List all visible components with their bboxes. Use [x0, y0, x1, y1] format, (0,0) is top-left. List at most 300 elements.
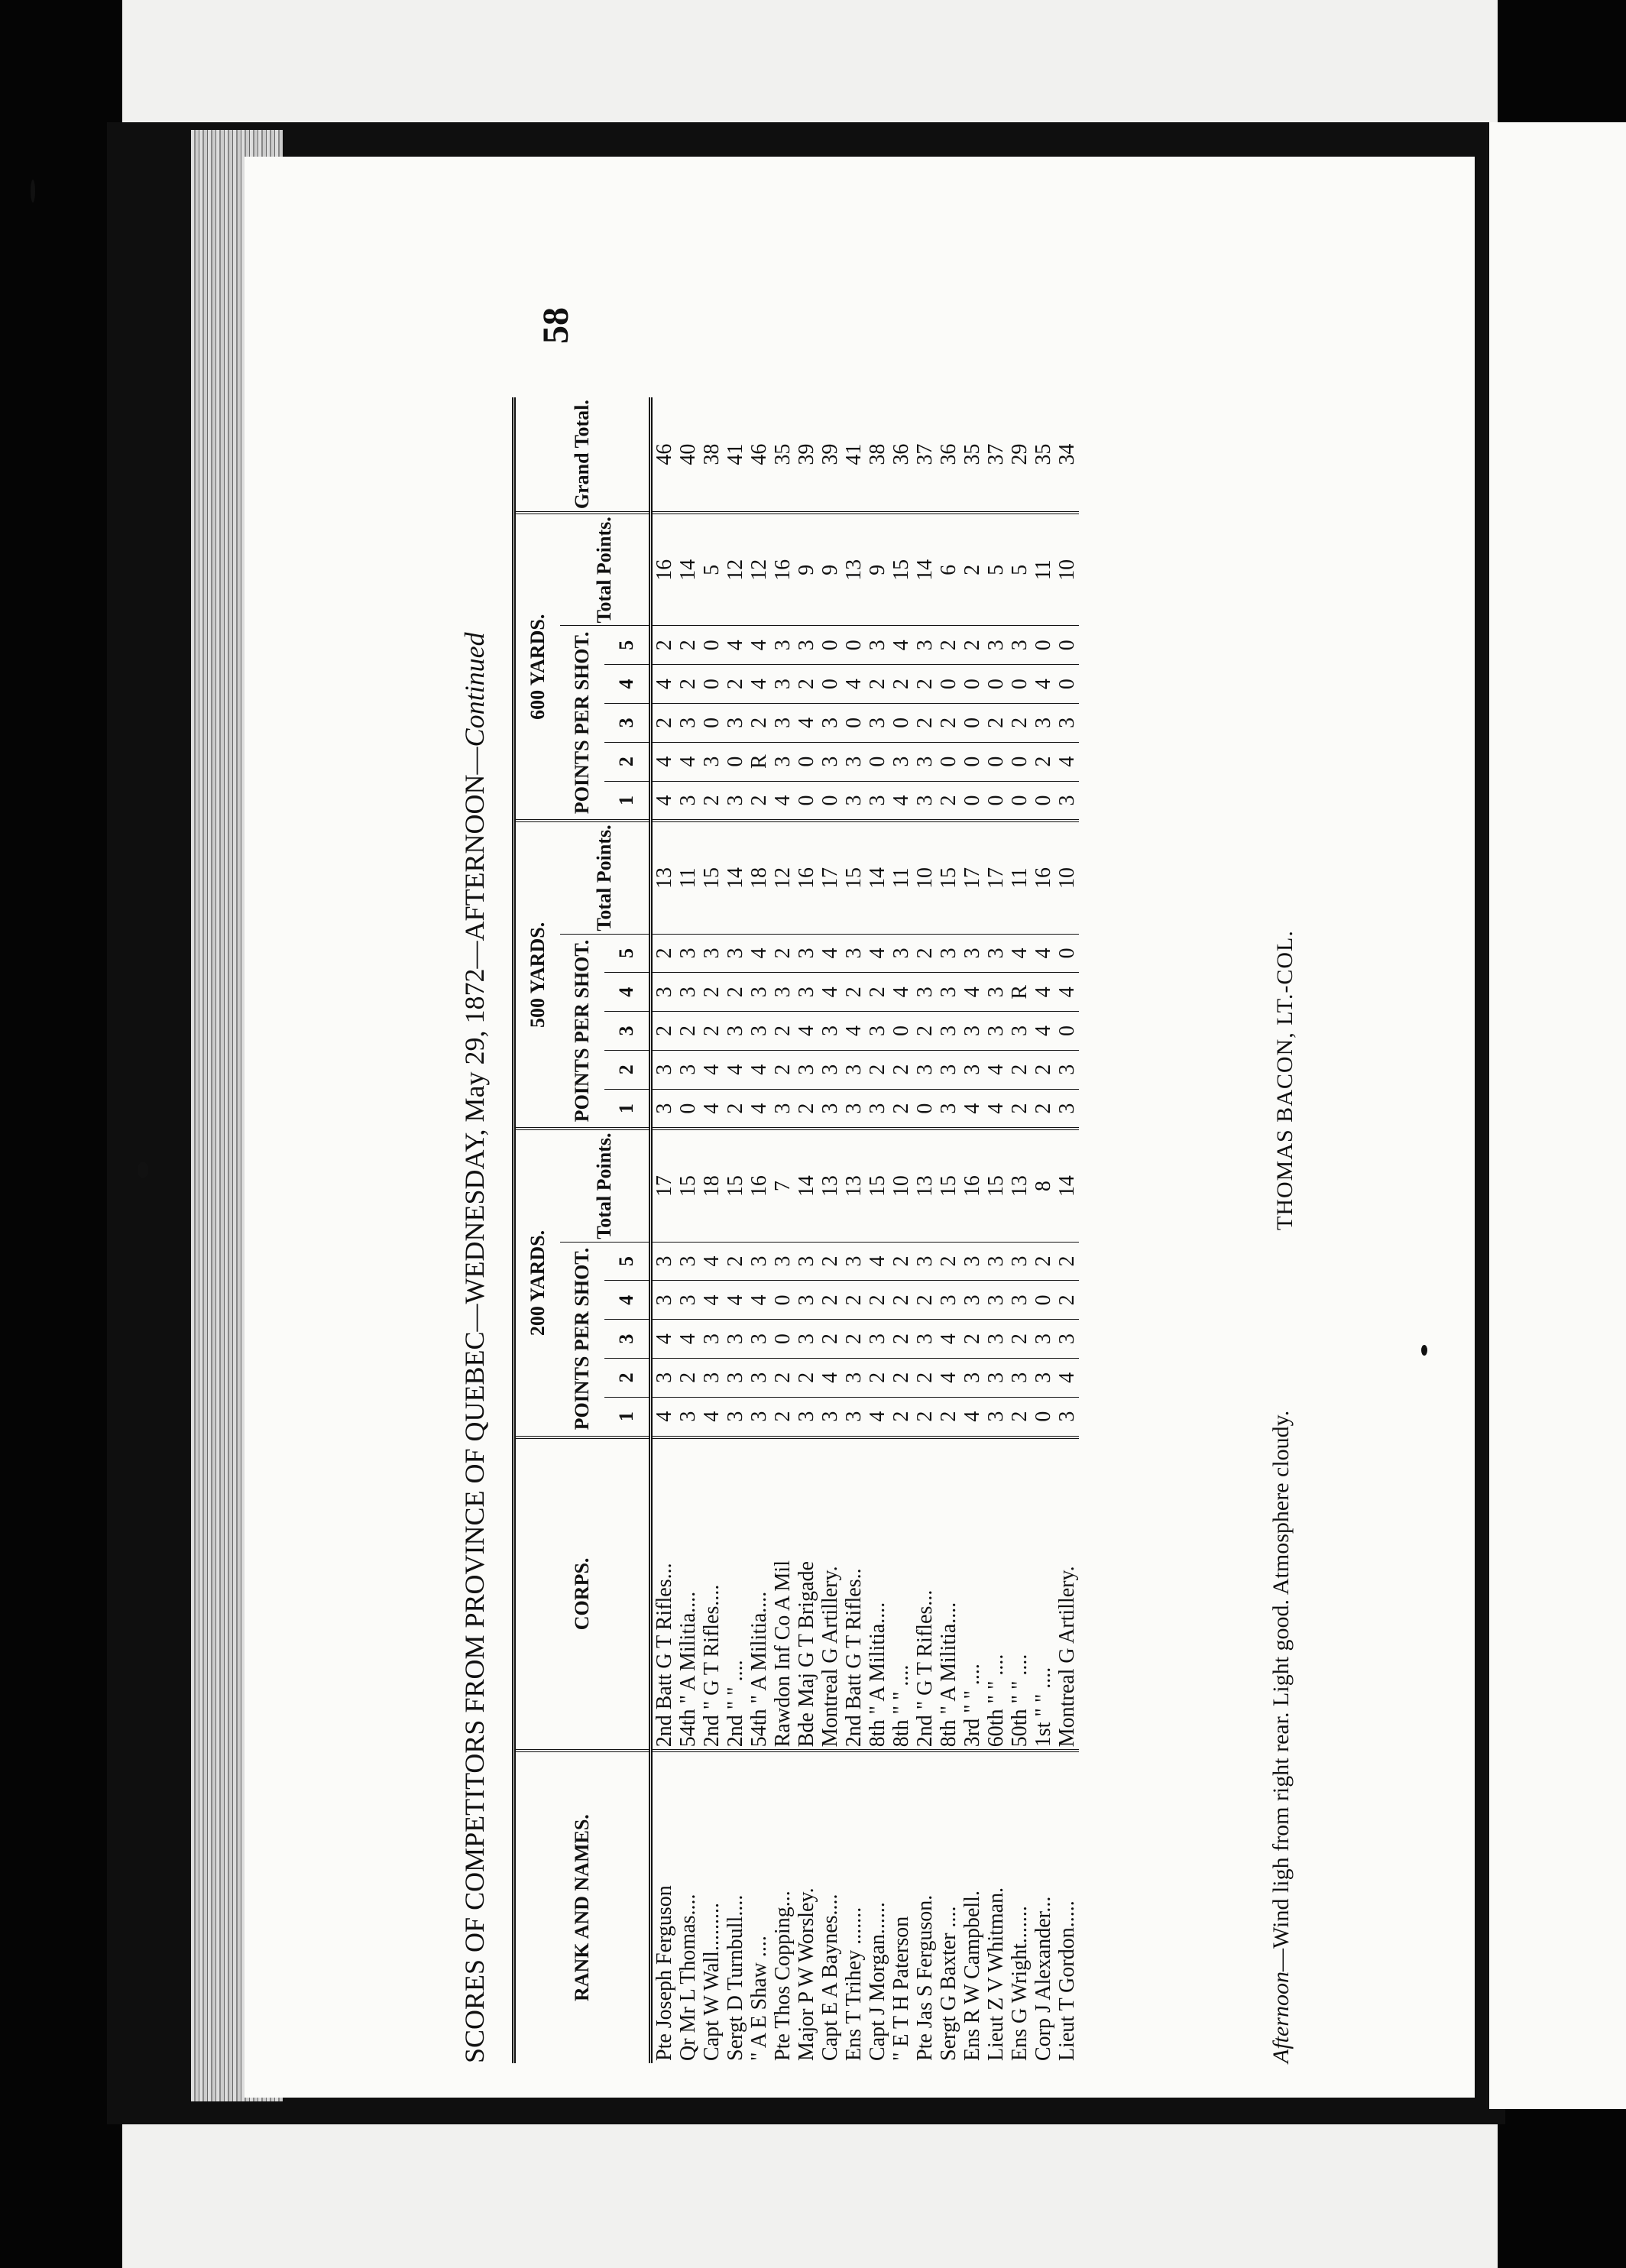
- total-points-cell: 10: [913, 821, 937, 934]
- shot-score: 0: [724, 742, 747, 781]
- corps-cell: 8th " A Militia....: [937, 1437, 960, 1751]
- shot-score: 2: [818, 1320, 842, 1359]
- table-row: [1032, 397, 1055, 2063]
- shot-score: 0: [1032, 1281, 1055, 1320]
- grand-total-cell: 38: [700, 397, 724, 513]
- shot-score: 0: [937, 742, 960, 781]
- shot-score: 4: [651, 665, 677, 704]
- shot-score: 3: [913, 1242, 937, 1281]
- shot-score: 3: [984, 1012, 1008, 1051]
- table-row: [676, 397, 700, 2063]
- total-points-cell: 9: [818, 513, 842, 626]
- shot-score: 0: [795, 742, 818, 781]
- total-points-cell: 18: [747, 821, 771, 934]
- competitor-name: Capt E A Baynes....: [818, 1894, 842, 2061]
- shot-score: 0: [937, 665, 960, 704]
- shot-score: 3: [960, 934, 984, 973]
- shot-score: 3: [795, 1320, 818, 1359]
- header-points-per-shot: POINTS PER SHOT.: [560, 934, 604, 1129]
- shot-score: 2: [1032, 742, 1055, 781]
- ink-speck: [138, 1162, 148, 1178]
- shot-score: 4: [700, 1281, 724, 1320]
- shot-score: 4: [747, 934, 771, 973]
- shot-score: R: [1008, 973, 1032, 1012]
- shot-score: 2: [724, 1089, 747, 1129]
- shot-score: 0: [842, 626, 866, 665]
- shot-score: 4: [1055, 742, 1079, 781]
- table-row: [842, 397, 866, 2063]
- shot-header: 1: [604, 781, 651, 821]
- total-points-cell: 17: [960, 821, 984, 934]
- total-points-cell: 9: [795, 513, 818, 626]
- shot-score: 3: [724, 1012, 747, 1051]
- shot-score: 4: [724, 1281, 747, 1320]
- shot-score: 3: [676, 1050, 700, 1089]
- shot-score: 2: [818, 1281, 842, 1320]
- shot-score: 0: [818, 665, 842, 704]
- shot-score: 3: [747, 1359, 771, 1398]
- shot-score: 4: [1032, 1012, 1055, 1051]
- shot-score: 3: [1055, 781, 1079, 821]
- corps-cell: 1st " " ....: [1032, 1437, 1055, 1751]
- shot-score: 3: [1032, 1320, 1055, 1359]
- competitor-name: Ens R W Campbell.: [960, 1891, 984, 2061]
- shot-score: 0: [818, 626, 842, 665]
- shot-score: 4: [700, 1397, 724, 1437]
- total-points-cell: 5: [700, 513, 724, 626]
- shot-score: 2: [651, 934, 677, 973]
- shot-score: 2: [795, 665, 818, 704]
- shot-score: 3: [866, 781, 889, 821]
- total-points-cell: 5: [984, 513, 1008, 626]
- shot-score: 2: [889, 1397, 913, 1437]
- shot-score: 0: [676, 1089, 700, 1129]
- shot-score: 0: [1008, 781, 1032, 821]
- shot-score: 2: [651, 1012, 677, 1051]
- scan-border-left: [0, 0, 122, 2268]
- shot-score: 2: [747, 703, 771, 742]
- total-points-cell: 16: [960, 1129, 984, 1242]
- corps-cell: Montreal G Artillery.: [818, 1437, 842, 1751]
- competitor-name: Pte Thos Copping...: [771, 1891, 795, 2061]
- total-points-cell: 9: [866, 513, 889, 626]
- shot-score: 3: [960, 1242, 984, 1281]
- shot-score: 2: [913, 1281, 937, 1320]
- header-points-per-shot: POINTS PER SHOT.: [560, 626, 604, 821]
- corps-cell: 2nd " G T Rifles...: [913, 1437, 937, 1751]
- shot-score: 2: [1008, 703, 1032, 742]
- shot-score: 4: [747, 1281, 771, 1320]
- shot-score: 2: [937, 1397, 960, 1437]
- shot-header: 1: [604, 1089, 651, 1129]
- shot-score: 3: [842, 1050, 866, 1089]
- total-points-cell: 14: [676, 513, 700, 626]
- shot-score: 3: [960, 1012, 984, 1051]
- competitor-name: Lieut T Gordon.....: [1055, 1900, 1079, 2061]
- shot-score: 4: [866, 1242, 889, 1281]
- shot-score: 4: [889, 781, 913, 821]
- shot-score: 3: [984, 973, 1008, 1012]
- grand-total-cell: 35: [771, 397, 795, 513]
- shot-score: 2: [700, 1012, 724, 1051]
- shot-score: 2: [771, 1359, 795, 1398]
- shot-score: 0: [795, 781, 818, 821]
- shot-header: 4: [604, 973, 651, 1012]
- corps-cell: 50th " " ....: [1008, 1437, 1032, 1751]
- shot-score: 3: [1032, 1359, 1055, 1398]
- total-points-cell: 11: [1032, 513, 1055, 626]
- shot-score: 4: [747, 1050, 771, 1089]
- shot-score: 4: [984, 1050, 1008, 1089]
- shot-score: 3: [771, 703, 795, 742]
- header-500-yards: 500 YARDS.: [514, 821, 561, 1129]
- shot-score: 2: [866, 1050, 889, 1089]
- shot-score: 3: [795, 1397, 818, 1437]
- shot-score: 4: [842, 1012, 866, 1051]
- total-points-cell: 17: [651, 1129, 677, 1242]
- shot-score: 0: [1055, 626, 1079, 665]
- shot-score: 3: [937, 1089, 960, 1129]
- shot-score: 3: [676, 1397, 700, 1437]
- shot-score: 0: [889, 1012, 913, 1051]
- total-points-cell: 10: [1055, 821, 1079, 934]
- shot-score: 2: [842, 1281, 866, 1320]
- grand-total-cell: 46: [651, 397, 677, 513]
- weather-note-text: —Wind ligh from right rear. Light good. Atmosphere cloudy.: [1268, 1410, 1294, 1972]
- shot-score: 3: [984, 1397, 1008, 1437]
- shot-score: 3: [747, 973, 771, 1012]
- grand-total-cell: 36: [937, 397, 960, 513]
- shot-score: 0: [984, 781, 1008, 821]
- total-points-cell: 16: [771, 513, 795, 626]
- shot-score: 4: [651, 781, 677, 821]
- shot-score: 4: [960, 1397, 984, 1437]
- total-points-cell: 13: [842, 513, 866, 626]
- shot-score: 3: [866, 1320, 889, 1359]
- corps-cell: 2nd " G T Rifles....: [700, 1437, 724, 1751]
- shot-score: 3: [913, 781, 937, 821]
- corps-cell: 8th " A Militia....: [866, 1437, 889, 1751]
- title-continued: Continued: [459, 632, 490, 747]
- total-points-cell: 16: [795, 821, 818, 934]
- shot-score: 3: [818, 1050, 842, 1089]
- shot-score: 3: [937, 973, 960, 1012]
- grand-total-cell: 34: [1055, 397, 1079, 513]
- shot-score: 3: [913, 1320, 937, 1359]
- shot-score: 0: [700, 665, 724, 704]
- shot-header: 2: [604, 1050, 651, 1089]
- shot-header: 4: [604, 665, 651, 704]
- shot-score: 3: [937, 1281, 960, 1320]
- shot-score: 4: [866, 1397, 889, 1437]
- shot-score: 2: [960, 626, 984, 665]
- shot-score: 3: [818, 703, 842, 742]
- competitor-name: Qr Mr L Thomas....: [676, 1894, 700, 2061]
- table-row: [651, 397, 677, 2063]
- shot-score: 3: [747, 1012, 771, 1051]
- header-rank-names: RANK AND NAMES.: [571, 1814, 593, 2002]
- shot-score: 3: [700, 934, 724, 973]
- shot-score: 3: [889, 934, 913, 973]
- shot-score: 3: [913, 973, 937, 1012]
- shot-score: 4: [700, 1089, 724, 1129]
- grand-total-cell: 35: [960, 397, 984, 513]
- shot-score: 3: [676, 1242, 700, 1281]
- corps-cell: 2nd Batt G T Rifles...: [651, 1437, 677, 1751]
- shot-score: 2: [1032, 1089, 1055, 1129]
- table-row: [818, 397, 842, 2063]
- total-points-cell: 16: [1032, 821, 1055, 934]
- shot-score: 3: [1008, 1359, 1032, 1398]
- shot-score: 3: [913, 626, 937, 665]
- total-points-cell: 15: [937, 1129, 960, 1242]
- total-points-cell: 10: [1055, 513, 1079, 626]
- shot-score: 2: [889, 665, 913, 704]
- shot-score: 2: [651, 626, 677, 665]
- shot-score: 0: [1032, 781, 1055, 821]
- total-points-cell: 14: [724, 821, 747, 934]
- grand-total-cell: 40: [676, 397, 700, 513]
- shot-score: 4: [795, 703, 818, 742]
- corps-cell: 54th " A Militia....: [747, 1437, 771, 1751]
- total-points-cell: 15: [842, 821, 866, 934]
- table-row: [747, 397, 771, 2063]
- shot-score: 2: [651, 703, 677, 742]
- shot-score: 3: [889, 742, 913, 781]
- header-200-yards: 200 YARDS.: [514, 1129, 561, 1437]
- shot-score: 3: [676, 781, 700, 821]
- shot-score: 3: [842, 781, 866, 821]
- shot-score: 0: [842, 703, 866, 742]
- shot-score: 4: [771, 781, 795, 821]
- shot-score: 3: [700, 1359, 724, 1398]
- shot-score: 3: [724, 1320, 747, 1359]
- total-points-cell: 12: [771, 821, 795, 934]
- shot-score: 4: [747, 665, 771, 704]
- shot-score: 2: [795, 1359, 818, 1398]
- shot-score: 2: [889, 1242, 913, 1281]
- corps-cell: Rawdon Inf Co A Mil: [771, 1437, 795, 1751]
- total-points-cell: 13: [651, 821, 677, 934]
- total-points-cell: 15: [889, 513, 913, 626]
- shot-score: 2: [913, 1012, 937, 1051]
- shot-score: 4: [818, 1359, 842, 1398]
- shot-score: 4: [795, 1012, 818, 1051]
- total-points-cell: 14: [866, 821, 889, 934]
- shot-score: 3: [984, 1359, 1008, 1398]
- table-row: [866, 397, 889, 2063]
- shot-score: 0: [960, 703, 984, 742]
- shot-score: 3: [818, 742, 842, 781]
- shot-score: 3: [676, 703, 700, 742]
- competitor-name: Lieut Z V Whitman.: [984, 1887, 1008, 2061]
- shot-score: 0: [1032, 1397, 1055, 1437]
- shot-score: 3: [818, 1089, 842, 1129]
- shot-score: 2: [1055, 1242, 1079, 1281]
- shot-header: 3: [604, 703, 651, 742]
- shot-score: 3: [651, 1089, 677, 1129]
- shot-score: 2: [676, 665, 700, 704]
- shot-score: 3: [960, 1050, 984, 1089]
- shot-score: 3: [1055, 1397, 1079, 1437]
- shot-score: 2: [866, 1359, 889, 1398]
- corps-cell: 54th " A Militia....: [676, 1437, 700, 1751]
- shot-score: 2: [724, 665, 747, 704]
- competitor-name: Pte Jas S Ferguson.: [913, 1894, 937, 2061]
- competitor-name: Capt W Wall.........: [700, 1903, 724, 2061]
- shot-score: 4: [818, 973, 842, 1012]
- table-row: [960, 397, 984, 2063]
- shot-score: 3: [795, 1242, 818, 1281]
- header-total-points: Total Points.: [560, 821, 651, 934]
- shot-score: 2: [700, 781, 724, 821]
- shot-score: 3: [1055, 1089, 1079, 1129]
- total-points-cell: 15: [676, 1129, 700, 1242]
- shot-score: 2: [724, 1242, 747, 1281]
- shot-score: 3: [913, 742, 937, 781]
- shot-score: 3: [700, 1320, 724, 1359]
- shot-score: 4: [1008, 934, 1032, 973]
- shot-score: 3: [795, 1050, 818, 1089]
- total-points-cell: 2: [960, 513, 984, 626]
- rotated-content: [458, 307, 1626, 2063]
- shot-score: 3: [984, 1281, 1008, 1320]
- total-points-cell: 7: [771, 1129, 795, 1242]
- total-points-cell: 5: [1008, 513, 1032, 626]
- total-points-cell: 11: [889, 821, 913, 934]
- shot-score: 3: [842, 1089, 866, 1129]
- shot-score: 2: [937, 703, 960, 742]
- shot-score: 3: [651, 1359, 677, 1398]
- shot-score: 4: [676, 742, 700, 781]
- shot-score: 0: [771, 1281, 795, 1320]
- shot-header: 4: [604, 1281, 651, 1320]
- competitor-name: Capt J Morgan......: [866, 1902, 889, 2061]
- total-points-cell: 12: [747, 513, 771, 626]
- shot-score: 4: [724, 1050, 747, 1089]
- shot-score: 2: [724, 973, 747, 1012]
- shot-score: 3: [1008, 1242, 1032, 1281]
- grand-total-cell: 38: [866, 397, 889, 513]
- shot-score: 2: [866, 665, 889, 704]
- shot-score: 3: [676, 973, 700, 1012]
- total-points-cell: 16: [747, 1129, 771, 1242]
- grand-total-cell: 46: [747, 397, 771, 513]
- shot-score: 2: [913, 703, 937, 742]
- shot-score: 0: [960, 781, 984, 821]
- competitor-name: Sergt D Turnbull....: [724, 1894, 747, 2061]
- shot-score: 2: [771, 1050, 795, 1089]
- shot-score: 0: [700, 703, 724, 742]
- total-points-cell: 14: [1055, 1129, 1079, 1242]
- shot-score: 2: [913, 665, 937, 704]
- shot-header: 3: [604, 1320, 651, 1359]
- table-row: [724, 397, 747, 2063]
- shot-score: 0: [1055, 1012, 1079, 1051]
- shot-score: 0: [960, 742, 984, 781]
- shot-score: 3: [724, 703, 747, 742]
- shot-score: 3: [700, 742, 724, 781]
- shot-header: 2: [604, 1359, 651, 1398]
- shot-score: 3: [866, 626, 889, 665]
- shot-score: 2: [889, 1320, 913, 1359]
- shot-score: 4: [747, 1089, 771, 1129]
- shot-score: 2: [984, 703, 1008, 742]
- shot-score: 2: [1008, 1320, 1032, 1359]
- shot-score: 3: [1032, 703, 1055, 742]
- header-total-points: Total Points.: [560, 1129, 651, 1242]
- shot-score: 4: [889, 973, 913, 1012]
- shot-score: 4: [651, 1320, 677, 1359]
- shot-score: 2: [700, 973, 724, 1012]
- corps-cell: 60th " " ....: [984, 1437, 1008, 1751]
- shot-score: 3: [842, 1397, 866, 1437]
- total-points-cell: 17: [984, 821, 1008, 934]
- total-points-cell: 6: [937, 513, 960, 626]
- shot-score: 0: [1008, 665, 1032, 704]
- header-total-points: Total Points.: [560, 513, 651, 626]
- shot-score: 0: [913, 1089, 937, 1129]
- total-points-cell: 13: [1008, 1129, 1032, 1242]
- header-600-yards: 600 YARDS.: [514, 513, 561, 821]
- shot-score: 3: [676, 934, 700, 973]
- shot-score: 3: [771, 1089, 795, 1129]
- shot-score: 3: [818, 1397, 842, 1437]
- competitor-name: " A E Shaw ....: [747, 1936, 771, 2061]
- shot-score: 4: [984, 1089, 1008, 1129]
- shot-score: 4: [676, 1320, 700, 1359]
- shot-score: 4: [724, 626, 747, 665]
- shot-score: 0: [960, 665, 984, 704]
- shot-score: 2: [676, 1359, 700, 1398]
- shot-score: 3: [842, 742, 866, 781]
- competitor-name: Corp J Alexander...: [1032, 1896, 1055, 2061]
- shot-score: 3: [747, 1397, 771, 1437]
- shot-score: 0: [1032, 626, 1055, 665]
- shot-score: 2: [913, 1359, 937, 1398]
- shot-score: 4: [960, 973, 984, 1012]
- shot-score: R: [747, 742, 771, 781]
- shot-score: 3: [747, 1320, 771, 1359]
- shot-score: 3: [651, 1281, 677, 1320]
- shot-score: 0: [984, 665, 1008, 704]
- shot-header: 5: [604, 934, 651, 973]
- shot-score: 2: [1008, 1050, 1032, 1089]
- shot-score: 2: [866, 973, 889, 1012]
- header-grand-total: Grand Total.: [514, 397, 651, 513]
- total-points-cell: 15: [937, 821, 960, 934]
- shot-score: 3: [984, 1320, 1008, 1359]
- shot-score: 4: [1055, 1359, 1079, 1398]
- shot-score: 4: [866, 934, 889, 973]
- signature: THOMAS BACON, LT.-COL.: [1272, 930, 1297, 1230]
- competitor-name: Sergt G Baxter ....: [937, 1906, 960, 2061]
- shot-score: 0: [1008, 742, 1032, 781]
- shot-score: 3: [913, 1050, 937, 1089]
- shot-score: 2: [747, 781, 771, 821]
- weather-note: [1268, 397, 1294, 2063]
- shot-score: 4: [651, 1397, 677, 1437]
- shot-score: 3: [1055, 703, 1079, 742]
- shot-score: 3: [676, 1281, 700, 1320]
- shot-score: 2: [960, 1320, 984, 1359]
- grand-total-cell: 37: [984, 397, 1008, 513]
- shot-score: 0: [866, 742, 889, 781]
- title-text: SCORES OF COMPETITORS FROM PROVINCE OF QUEBEC—WEDNESDAY, May 29, 1872—AFTERNOON—: [459, 747, 490, 2063]
- table-row: [889, 397, 913, 2063]
- shot-score: 0: [700, 626, 724, 665]
- shot-score: 3: [724, 1359, 747, 1398]
